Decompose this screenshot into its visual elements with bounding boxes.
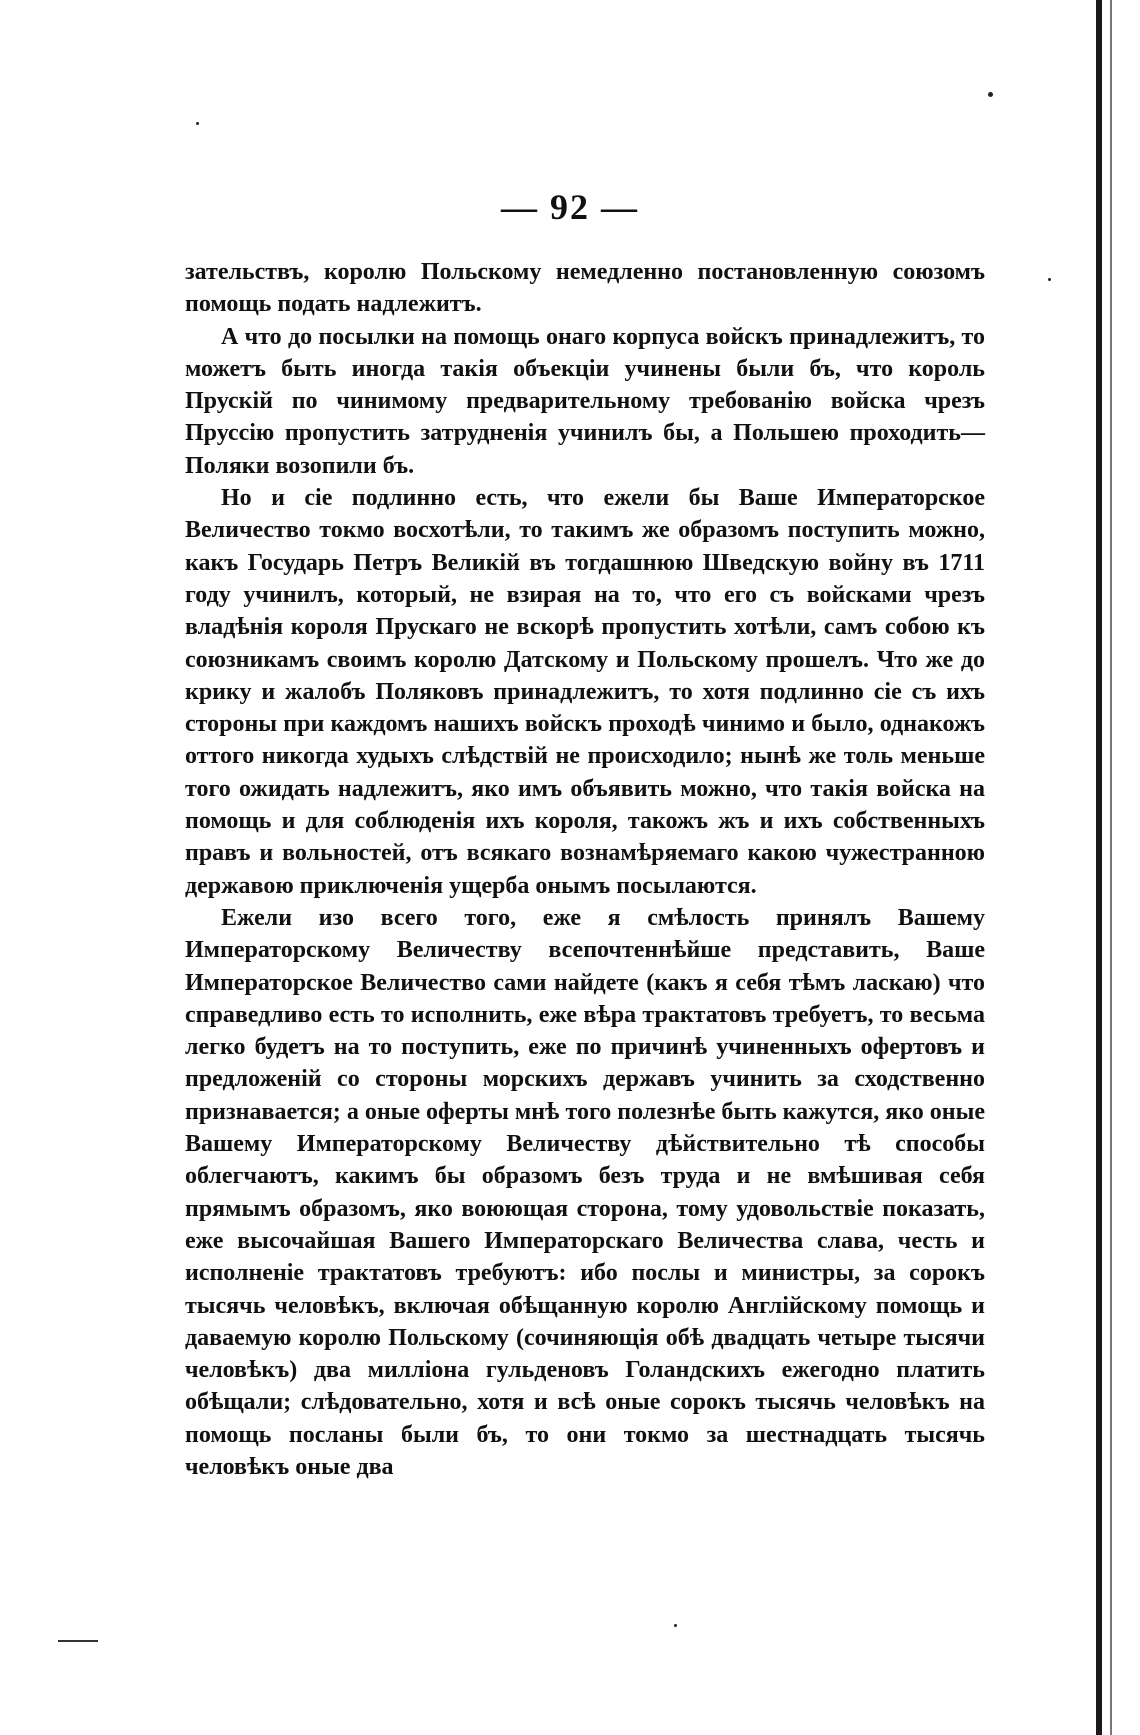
paragraph: А что до посылки на помощь онаго корпуса войскъ принадлежитъ, то можетъ быть иногда такія объекціи учинены были бъ, что король Прускій по чинимому предварительному требованію войска чрезъ Пруссію пропустить затрудненія учинилъ бы, а Польшею проходить—Поляки возопили бъ. [185, 323, 985, 479]
print-dash-mark [58, 1640, 98, 1642]
page-number: — 92 — [501, 187, 639, 227]
print-speck [196, 122, 199, 125]
page-binding-shadow [1110, 0, 1112, 1735]
paragraph: Но и сіе подлинно есть, что ежели бы Ваше Императорское Величество токмо восхотѣли, то такимъ же образомъ поступить можно, какъ Государь Петръ Великій въ тогдашнюю Шведскую войну въ 1711 году учинилъ, который, не взирая на то, что его съ войсками чрезъ владѣнія короля Прускаго не вскорѣ пропустить хотѣли, самъ собою къ союзникамъ своимъ королю Датскому и Польскому прошелъ. Что же до крику и жалобъ Поляковъ принадлежитъ, то хотя подлинно сіе съ ихъ стороны при каждомъ нашихъ войскъ проходѣ чинимо и было, однакожъ оттого никогда худыхъ слѣдствій не происходило; нынѣ же толь меньше того ожидать надлежитъ, яко имъ объявить можно, что такія войска на помощь и для соблюденія ихъ короля, такожъ жъ и ихъ собственныхъ правъ и вольностей, отъ всякаго вознамѣряемаго какою чужестранною державою приключенія ущерба онымъ посылаются. [185, 485, 985, 899]
text-body [185, 256, 985, 1483]
print-speck [988, 92, 993, 97]
print-speck [674, 1624, 677, 1627]
paragraph: зательствъ, королю Польскому немедленно постановленную союзомъ помощь подать надлежитъ. [185, 259, 985, 318]
page-binding-edge [1096, 0, 1102, 1735]
paragraph: Ежели изо всего того, еже я смѣлость принялъ Вашему Императорскому Величеству всепочтеннѣйше представить, Ваше Императорское Величество сами найдете (какъ я себя тѣмъ ласкаю) что справедливо есть то исполнить, еже вѣра трактатовъ требуетъ, то весьма легко будетъ на то поступить, еже по причинѣ учиненныхъ офертовъ и предложеній со стороны морскихъ державъ учинить за сходственно признавается; а оные оферты мнѣ того полезнѣе быть кажутся, яко оные Вашему Императорскому Величеству дѣйствительно тѣ способы облегчаютъ, какимъ бы образомъ безъ труда и не вмѣшивая себя прямымъ образомъ, яко воюющая сторона, тому удовольствіе показать, еже высочайшая Вашего Императорскаго Величества слава, честь и исполненіе трактатовъ требуютъ: ибо послы и министры, за сорокъ тысячь человѣкъ, включая обѣщанную королю Англійскому помощь и даваемую королю Польскому (сочиняющія обѣ двадцать четыре тысячи человѣкъ) два милліона гульденовъ Голандскихъ ежегодно платить обѣщали; слѣдовательно, хотя и всѣ оные сорокъ тысячь человѣкъ на помощь посланы были бъ, то они токмо за шестнадцать тысячь человѣкъ оные два [185, 904, 985, 1480]
print-speck [1048, 278, 1051, 281]
